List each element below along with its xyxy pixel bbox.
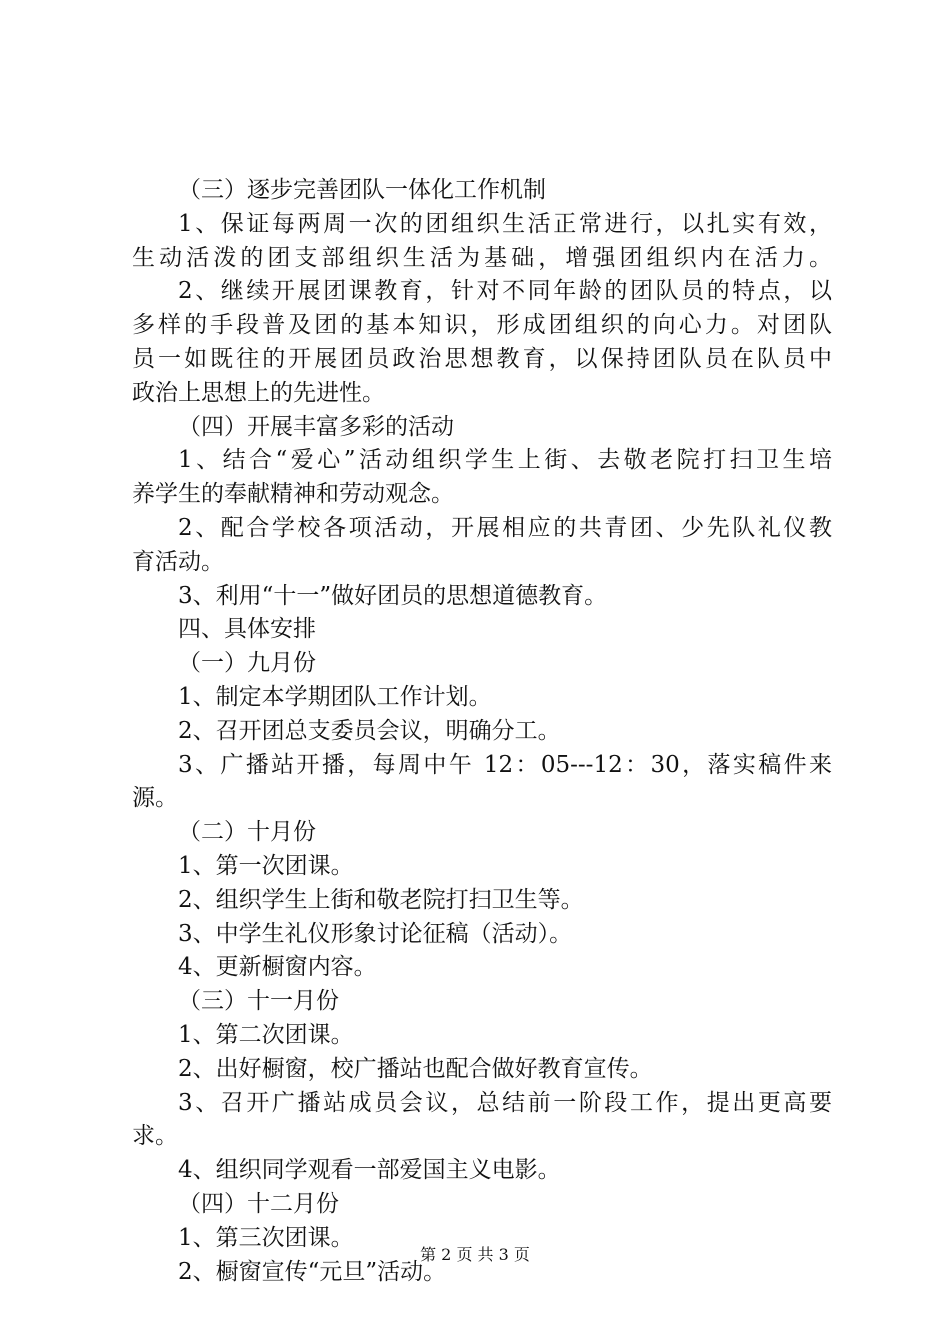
document-body: [132, 174, 832, 1289]
text-line: 1、结合“爱心”活动组织学生上街、去敬老院打扫卫生培: [178, 447, 832, 474]
text-line: 2、橱窗宣传“元旦”活动。: [178, 1258, 447, 1285]
text-line: （四）开展丰富多彩的活动: [178, 413, 454, 440]
text-line: 求。: [132, 1123, 178, 1150]
text-line: 四、具体安排: [178, 616, 316, 643]
text-line: 生动活泼的团支部组织生活为基础，增强团组织内在活力。: [132, 244, 832, 271]
text-line: （三）十一月份: [178, 988, 339, 1015]
text-line: 源。: [132, 785, 178, 812]
text-line: 1、第二次团课。: [178, 1021, 354, 1048]
text-line: 2、组织学生上街和敬老院打扫卫生等。: [178, 886, 584, 913]
text-line: 员一如既往的开展团员政治思想教育，以保持团队员在队员中: [132, 345, 832, 372]
text-line: 3、中学生礼仪形象讨论征稿（活动）。: [178, 920, 573, 947]
text-line: 2、继续开展团课教育，针对不同年龄的团队员的特点，以: [178, 278, 832, 305]
text-line: 1、第三次团课。: [178, 1224, 354, 1251]
text-line: 3、广播站开播，每周中午 12：05---12：30，落实稿件来: [178, 751, 832, 778]
text-line: （二）十月份: [178, 819, 316, 846]
text-line: （四）十二月份: [178, 1190, 339, 1217]
text-line: 多样的手段普及团的基本知识，形成团组织的向心力。对团队: [132, 312, 832, 339]
text-line: 2、召开团总支委员会议，明确分工。: [178, 717, 561, 744]
text-line: 1、保证每两周一次的团组织生活正常进行，以扎实有效，: [178, 210, 832, 237]
text-line: 4、组织同学观看一部爱国主义电影。: [178, 1157, 561, 1184]
text-line: 养学生的奉献精神和劳动观念。: [132, 481, 454, 508]
text-line: 1、第一次团课。: [178, 852, 354, 879]
text-line: （一）九月份: [178, 650, 316, 677]
text-line: 2、出好橱窗，校广播站也配合做好教育宣传。: [178, 1055, 653, 1082]
text-line: 4、更新橱窗内容。: [178, 954, 377, 981]
text-line: 政治上思想上的先进性。: [132, 379, 385, 406]
text-line: 1、制定本学期团队工作计划。: [178, 683, 492, 710]
text-line: 3、召开广播站成员会议，总结前一阶段工作，提出更高要: [178, 1089, 832, 1116]
text-line: 2、配合学校各项活动，开展相应的共青团、少先队礼仪教: [178, 514, 832, 541]
text-line: （三）逐步完善团队一体化工作机制: [178, 177, 546, 203]
page-footer: 第 2 页 共 3 页: [420, 1245, 530, 1264]
text-line: 育活动。: [132, 548, 224, 575]
text-line: 3、利用“十一”做好团员的思想道德教育。: [178, 582, 608, 609]
